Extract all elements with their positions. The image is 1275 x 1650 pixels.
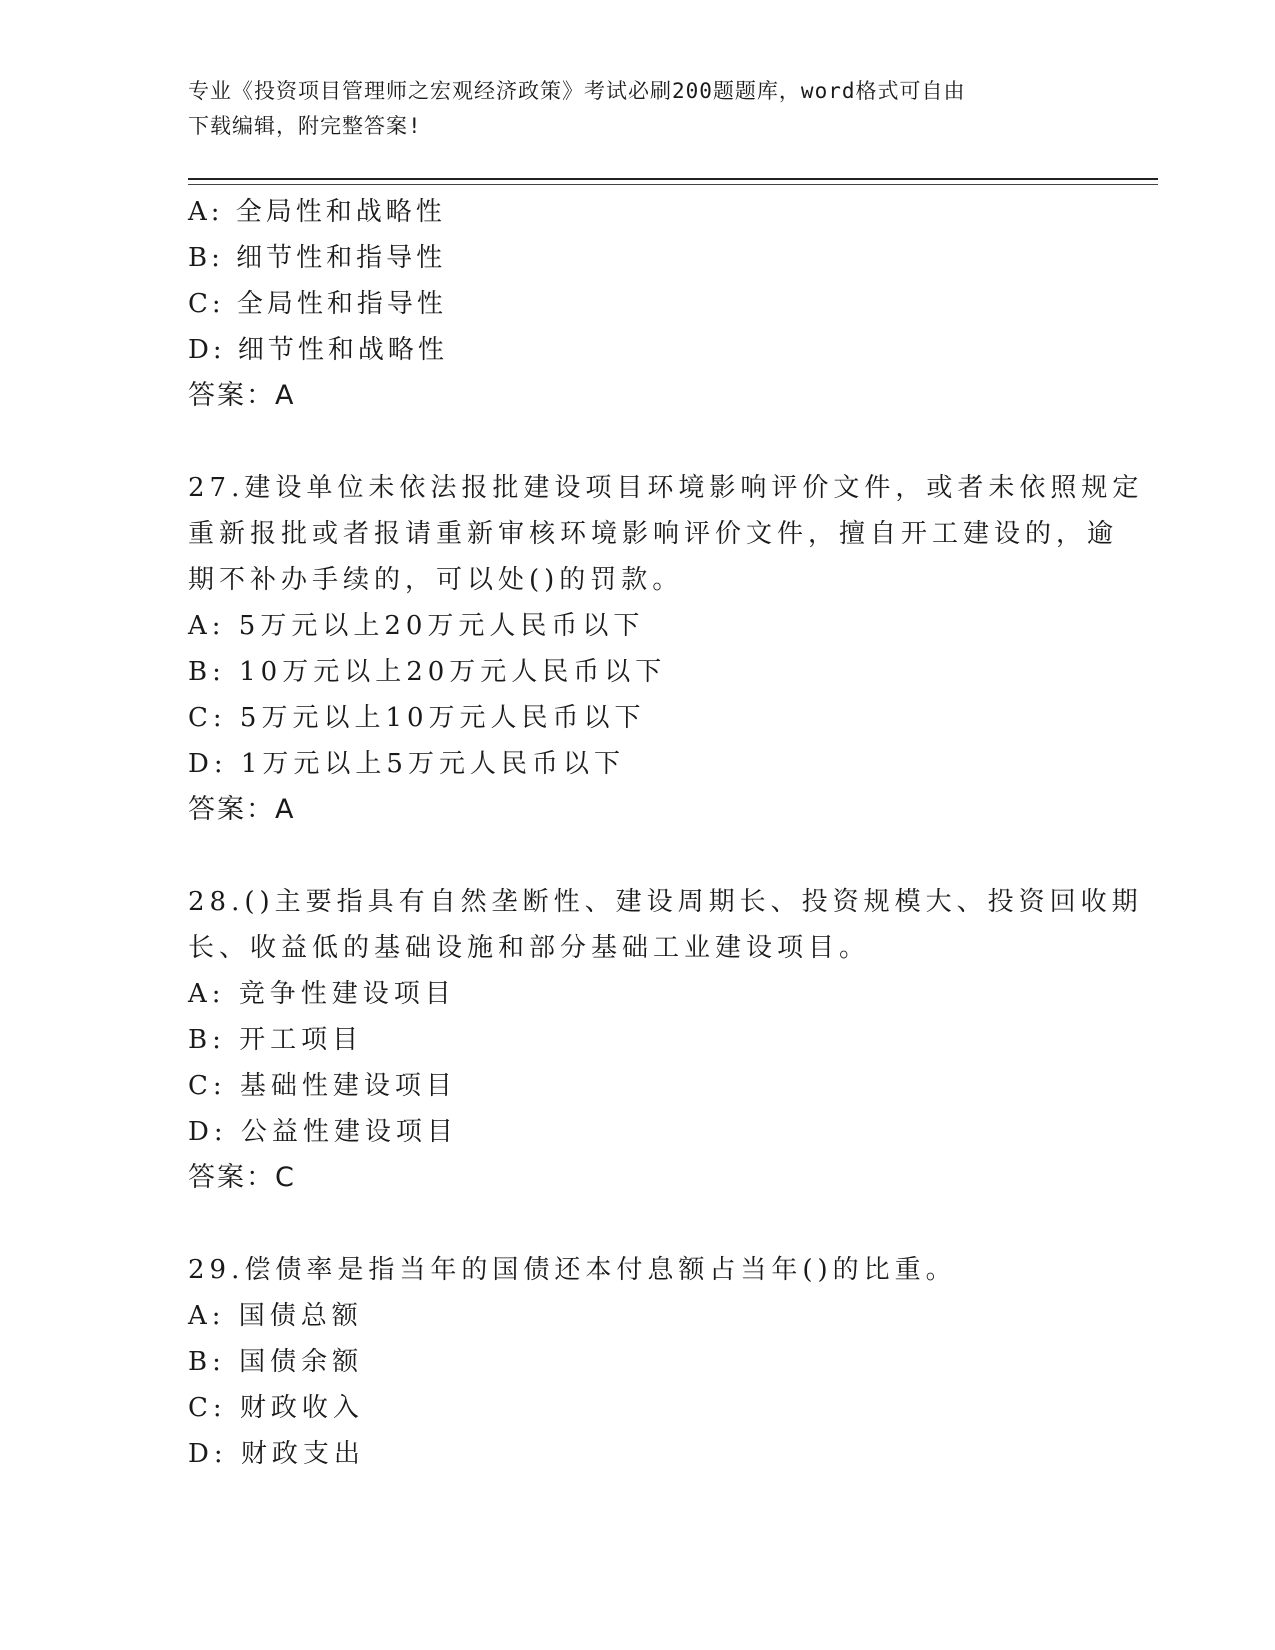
question-block-29	[188, 1247, 1088, 1477]
question-text-line: 期不补办手续的，可以处()的罚款。	[188, 565, 684, 595]
option-a: A: 竞争性建设项目	[188, 979, 456, 1009]
question-text-line: 重新报批或者报请重新审核环境影响评价文件，擅自开工建设的，逾	[188, 519, 1119, 549]
header-line-2: 下载编辑，附完整答案!	[188, 114, 422, 138]
question-list	[188, 189, 1144, 1477]
answer-line: 答案：C	[188, 1162, 296, 1193]
header-divider-thick	[188, 178, 1158, 180]
option-d: D: 财政支出	[188, 1439, 365, 1469]
option-b: B: 10万元以上20万元人民币以下	[188, 657, 667, 687]
option-d: D: 1万元以上5万元人民币以下	[188, 749, 625, 779]
option-d: D: 细节性和战略性	[188, 335, 448, 365]
option-a: A: 国债总额	[188, 1301, 363, 1331]
option-d: D: 公益性建设项目	[188, 1117, 458, 1147]
option-c: C: 财政收入	[188, 1393, 364, 1423]
answer-line: 答案：A	[188, 794, 296, 825]
question-text-line: 长、收益低的基础设施和部分基础工业建设项目。	[188, 933, 871, 963]
header-line-1: 专业《投资项目管理师之宏观经济政策》考试必刷200题题库，word格式可自由	[188, 79, 966, 103]
spacer	[188, 419, 1088, 465]
question-text-line: 27.建设单位未依法报批建设项目环境影响评价文件，或者未依照规定	[188, 473, 1144, 503]
answer-line: 答案：A	[188, 380, 296, 411]
option-a: A: 5万元以上20万元人民币以下	[188, 611, 645, 641]
question-block-26	[188, 189, 1088, 419]
option-c: C: 基础性建设项目	[188, 1071, 457, 1101]
question-block-28	[188, 879, 1143, 1201]
option-b: B: 开工项目	[188, 1025, 364, 1055]
option-c: C: 5万元以上10万元人民币以下	[188, 703, 646, 733]
spacer	[188, 1201, 1088, 1247]
option-c: C: 全局性和指导性	[188, 289, 447, 319]
question-block-27	[188, 465, 1144, 833]
spacer	[188, 833, 1088, 879]
option-b: B: 国债余额	[188, 1347, 364, 1377]
question-text-line: 29.偿债率是指当年的国债还本付息额占当年()的比重。	[188, 1255, 957, 1285]
option-b: B: 细节性和指导性	[188, 243, 447, 273]
header-divider-thin	[188, 184, 1158, 185]
document-header	[188, 74, 1088, 144]
option-a: A: 全局性和战略性	[188, 197, 446, 227]
question-text-line: 28.()主要指具有自然垄断性、建设周期长、投资规模大、投资回收期	[188, 887, 1143, 917]
